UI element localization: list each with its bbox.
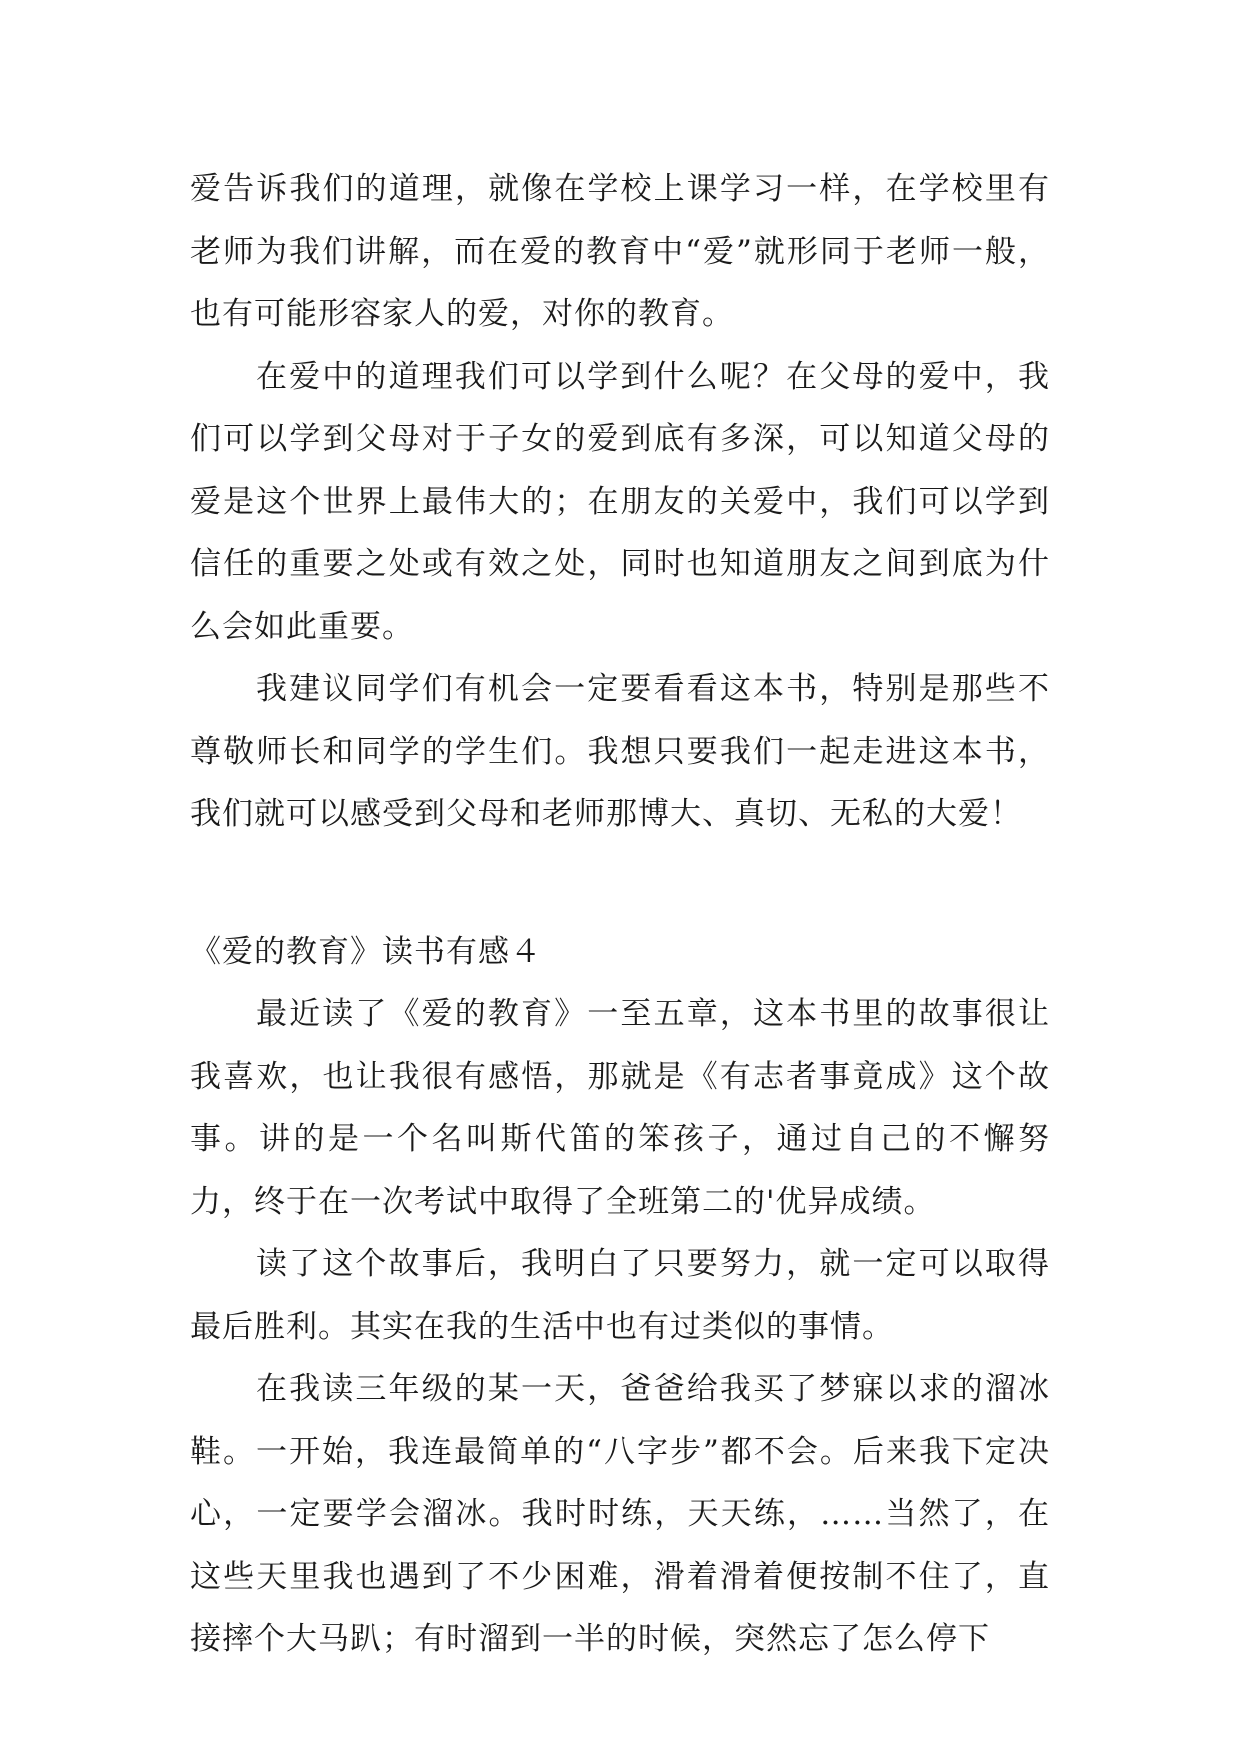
section-title: 《爱的教育》读书有感４ [190,933,542,970]
paragraph: 最近读了《爱的教育》一至五章，这本书里的故事很让我喜欢，也让我很有感悟，那就是《有志者事竟成》这个故事。讲的是一个名叫斯代笛的笨孩子，通过自己的不懈努力，终于在一次考试中取得了全班第二的'优异成绩。 [190,996,1050,1220]
section-spacer [190,846,1050,921]
paragraph: 在爱中的道理我们可以学到什么呢？在父母的爱中，我们可以学到父母对于子女的爱到底有多深，可以知道父母的爱是这个世界上最伟大的；在朋友的关爱中，我们可以学到信任的重要之处或有效之处，同时也知道朋友之间到底为什么会如此重要。 [190,358,1050,645]
paragraph-continued: 爱告诉我们的道理，就像在学校上课学习一样，在学校里有老师为我们讲解，而在爱的教育中“爱”就形同于老师一般，也有可能形容家人的爱，对你的教育。 [190,171,1050,332]
paragraph: 在我读三年级的某一天，爸爸给我买了梦寐以求的溜冰鞋。一开始，我连最简单的“八字步”都不会。后来我下定决心，一定要学会溜冰。我时时练，天天练，……当然了，在这些天里我也遇到了不少困难，滑着滑着便按制不住了，直接摔个大马趴；有时溜到一半的时候，突然忘了怎么停下 [190,1371,1050,1657]
paragraph: 读了这个故事后，我明白了只要努力，就一定可以取得最后胜利。其实在我的生活中也有过类似的事情。 [190,1246,1050,1345]
paragraph: 我建议同学们有机会一定要看看这本书，特别是那些不尊敬师长和同学的学生们。我想只要我们一起走进这本书，我们就可以感受到父母和老师那博大、真切、无私的大爱！ [190,671,1050,832]
document-body [190,158,1050,1671]
